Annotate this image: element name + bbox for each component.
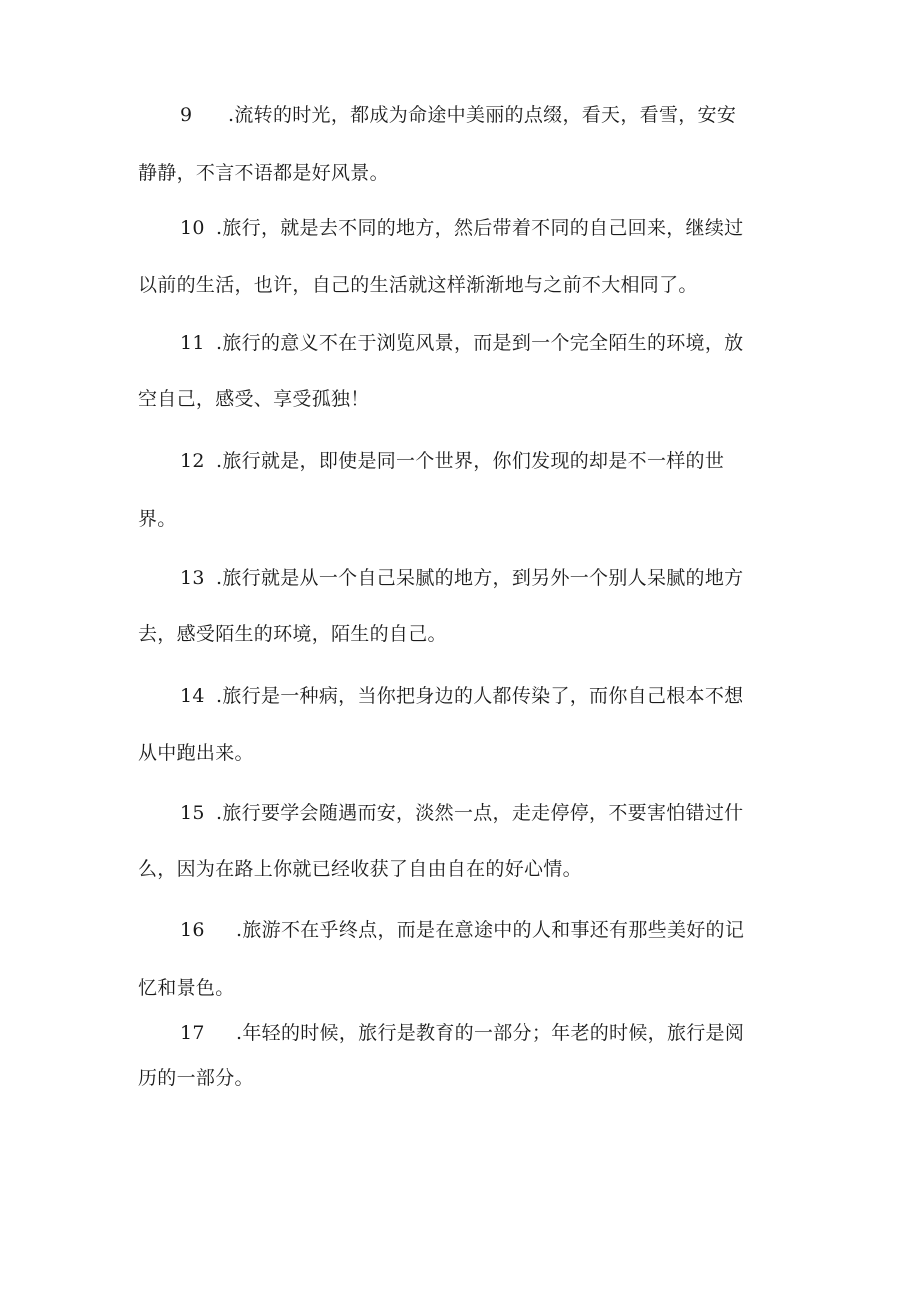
list-item (138, 331, 778, 411)
item-number: 16 (180, 919, 205, 941)
paragraph-first-line (138, 1021, 778, 1045)
paragraph-first-line (138, 918, 778, 942)
item-text-line2: 忆和景色。 (138, 977, 235, 999)
item-text-line1: .流转的时光，都成为命途中美丽的点缀，看天，看雪，安安 (228, 104, 737, 126)
item-text-line1: .旅行是一种病，当你把身边的人都传染了，而你自己根本不想 (216, 685, 744, 707)
item-number: 13 (180, 567, 205, 589)
item-text-line1: .旅行要学会随遇而安，淡然一点，走走停停，不要害怕错过什 (216, 802, 744, 824)
list-item (138, 103, 778, 185)
item-text-line2: 么，因为在路上你就已经收获了自由自在的好心情。 (138, 858, 582, 880)
item-number: 10 (180, 217, 205, 239)
item-text-line1: .旅行就是从一个自己呆腻的地方，到另外一个别人呆腻的地方 (216, 567, 744, 589)
paragraph-first-line (138, 331, 778, 355)
item-text-line2: 从中跑出来。 (138, 742, 254, 764)
list-item (138, 918, 778, 1000)
item-text-line1: .旅行的意义不在于浏览风景，而是到一个完全陌生的环境，放 (216, 332, 744, 354)
paragraph-first-line (138, 801, 778, 825)
list-item (138, 1021, 778, 1090)
item-number: 9 (180, 104, 193, 126)
item-text-line2: 空自己，感受、享受孤独！ (138, 388, 370, 410)
item-text-line2: 去，感受陌生的环境，陌生的自己。 (138, 623, 447, 645)
list-item (138, 684, 778, 765)
list-item (138, 801, 778, 881)
item-text-line1: .旅游不在乎终点，而是在意途中的人和事还有那些美好的记 (236, 919, 745, 941)
item-text-line1: .年轻的时候，旅行是教育的一部分；年老的时候，旅行是阅 (236, 1022, 745, 1044)
item-number: 14 (180, 685, 205, 707)
paragraph-first-line (138, 216, 778, 240)
paragraph-first-line (138, 566, 778, 590)
item-number: 15 (180, 802, 205, 824)
item-number: 17 (180, 1022, 205, 1044)
item-text-line2: 历的一部分。 (138, 1067, 254, 1089)
item-text-line2: 以前的生活，也许，自己的生活就这样渐渐地与之前不大相同了。 (138, 274, 698, 296)
item-text-line1: .旅行，就是去不同的地方，然后带着不同的自己回来，继续过 (216, 217, 744, 239)
paragraph-first-line (138, 449, 778, 473)
item-text-line1: .旅行就是，即使是同一个世界，你们发现的却是不一样的世 (216, 450, 725, 472)
paragraph-first-line (138, 684, 778, 708)
paragraph-first-line (138, 103, 778, 127)
item-text-line2: 界。 (138, 508, 177, 530)
list-item (138, 566, 778, 646)
item-number: 11 (180, 332, 205, 354)
item-text-line2: 静静，不言不语都是好风景。 (138, 162, 389, 184)
list-item (138, 216, 778, 297)
item-number: 12 (180, 450, 205, 472)
list-item (138, 449, 778, 531)
